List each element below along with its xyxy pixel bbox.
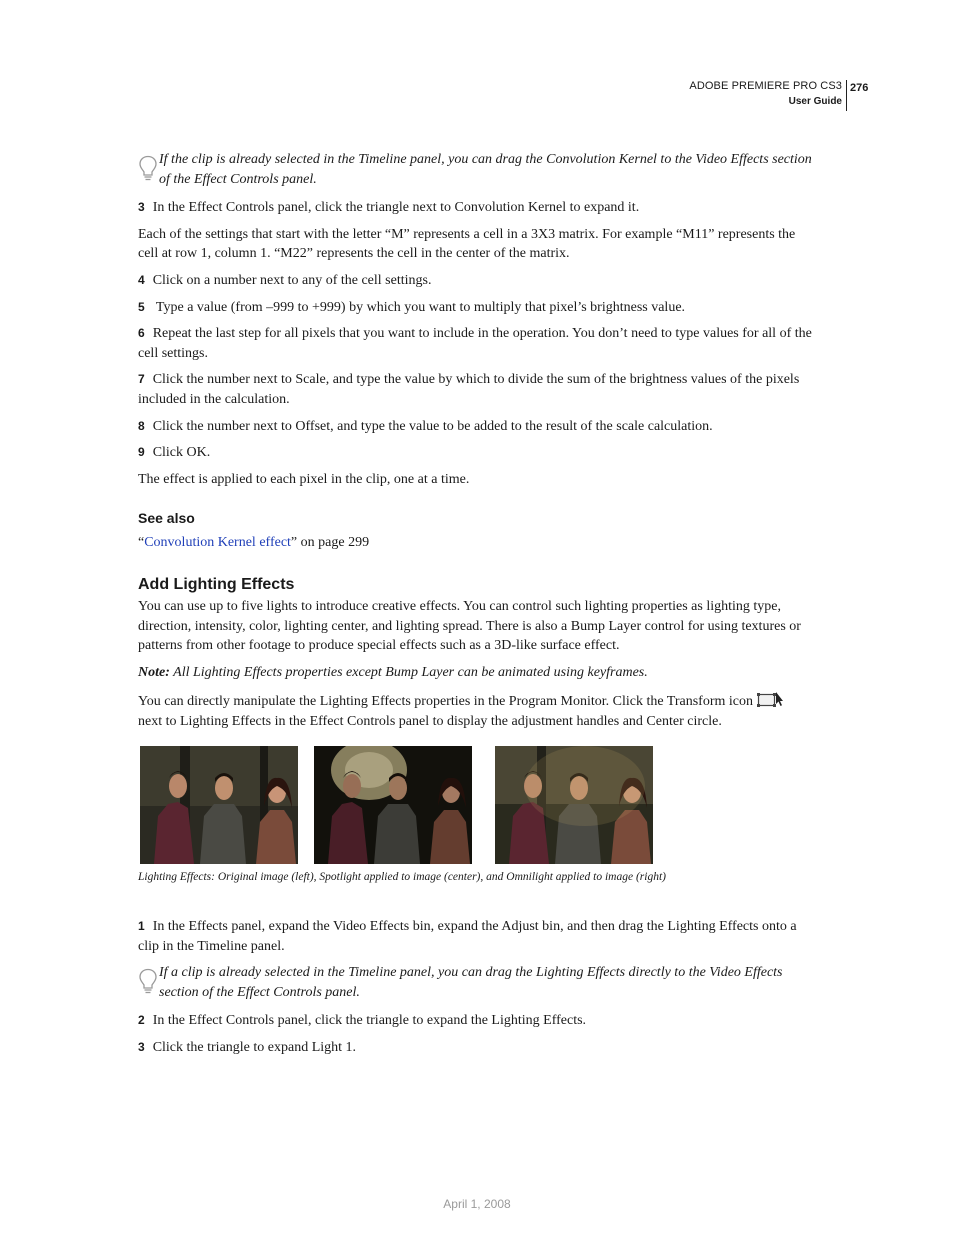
note — [138, 663, 814, 683]
paragraph-applied: The effect is applied to each pixel in the clip, one at a time. — [138, 471, 470, 487]
page-number: 276 — [850, 82, 869, 94]
lightbulb-tip-icon — [138, 968, 158, 996]
header-product: ADOBE PREMIERE PRO CS3 — [689, 80, 842, 92]
step-text: Click the triangle to expand Light 1. — [152, 1040, 357, 1056]
see-also-reference — [138, 533, 814, 553]
note-text: All Lighting Effects properties except Bump Layer can be animated using keyframes. — [169, 664, 648, 680]
step-item — [138, 370, 814, 409]
step-item — [138, 1011, 814, 1031]
manipulation-paragraph — [138, 691, 814, 731]
header-divider — [846, 80, 847, 111]
step-text: In the Effect Controls panel, click the triangle to expand the Lighting Effects. — [152, 1013, 587, 1029]
step-number: 1 — [138, 919, 145, 934]
open-quote: “ — [138, 535, 145, 551]
tip-text: If the clip is already selected in the Timeline panel, you can drag the Convolution Kernel to the Video Effects section of the Effect Controls panel. — [159, 152, 812, 187]
convolution-kernel-link[interactable]: Convolution Kernel effect — [144, 535, 291, 551]
spotlight-image — [314, 746, 472, 864]
manip-text-after: next to Lighting Effects in the Effect Controls panel to display the adjustment handles and Center circle. — [138, 713, 722, 729]
step-number: 3 — [138, 200, 145, 215]
step-text: Click OK. — [152, 445, 211, 461]
header-guide: User Guide — [788, 96, 842, 107]
step-number: 5 — [138, 299, 145, 314]
step-item — [138, 271, 814, 291]
step-number: 4 — [138, 272, 145, 287]
step-text: Click the number next to Scale, and type the value by which to divide the sum of the brightness values of the pixels included in the calculation. — [138, 372, 800, 407]
step-number: 6 — [138, 326, 145, 341]
footer-date: April 1, 2008 — [443, 1197, 511, 1211]
section-intro: You can use up to five lights to introduce creative effects. You can control such lighting properties as lighting type, direction, intensity, color, lighting center, and lighting spread. There is also a Bump Layer control for using textures or patterns from other footage to produce special effects such as a 3D-like surface effect. — [138, 598, 801, 654]
original-image — [140, 746, 298, 864]
step-text: Type a value (from –999 to +999) by which you want to multiply that pixel’s brightness value. — [152, 299, 686, 315]
step-number: 3 — [138, 1040, 145, 1055]
step-number: 2 — [138, 1013, 145, 1028]
step-item — [138, 198, 814, 218]
paragraph-matrix: Each of the settings that start with the letter “M” represents a cell in a 3X3 matrix. For example “M11” represents the cell at row 1, column 1. “M22” represents the cell in the center of the matrix. — [138, 226, 796, 262]
see-also-heading: See also — [138, 510, 195, 527]
step-item — [138, 443, 814, 463]
step-number: 7 — [138, 372, 145, 387]
step-item — [138, 417, 814, 437]
tip-lighting — [138, 963, 814, 1002]
section-heading: Add Lighting Effects — [138, 575, 295, 593]
lightbulb-tip-icon — [138, 155, 158, 183]
tip-convolution — [138, 150, 814, 189]
manip-text-before: You can directly manipulate the Lighting Effects properties in the Program Monitor. Click the Transform icon — [138, 694, 753, 710]
transform-icon — [757, 691, 784, 708]
step-item — [138, 1038, 814, 1058]
step-text: In the Effects panel, expand the Video Effects bin, expand the Adjust bin, and then drag the Lighting Effects onto a clip in the Timeline panel. — [138, 919, 797, 954]
omnilight-image — [495, 746, 653, 864]
tip-text: If a clip is already selected in the Timeline panel, you can drag the Lighting Effects directly to the Video Effects section of the Effect Controls panel. — [159, 965, 783, 1000]
step-text: In the Effect Controls panel, click the triangle next to Convolution Kernel to expand it. — [152, 200, 640, 216]
figure-caption: Lighting Effects: Original image (left), Spotlight applied to image (center), and Omnilight applied to image (right) — [138, 871, 666, 884]
step-item — [138, 917, 814, 956]
page-reference: ” on page 299 — [290, 535, 370, 551]
page-content — [138, 150, 814, 1065]
step-number: 9 — [138, 445, 145, 460]
lighting-figures — [138, 746, 814, 864]
step-text: Repeat the last step for all pixels that you want to include in the operation. You don’t need to type values for all of the cell settings. — [138, 326, 812, 361]
step-text: Click the number next to Offset, and type the value to be added to the result of the scale calculation. — [152, 418, 713, 434]
note-label: Note: — [138, 664, 170, 680]
step-item — [138, 324, 814, 363]
step-text: Click on a number next to any of the cell settings. — [152, 272, 432, 288]
step-item — [138, 298, 814, 318]
step-number: 8 — [138, 418, 145, 433]
running-header — [689, 78, 842, 110]
